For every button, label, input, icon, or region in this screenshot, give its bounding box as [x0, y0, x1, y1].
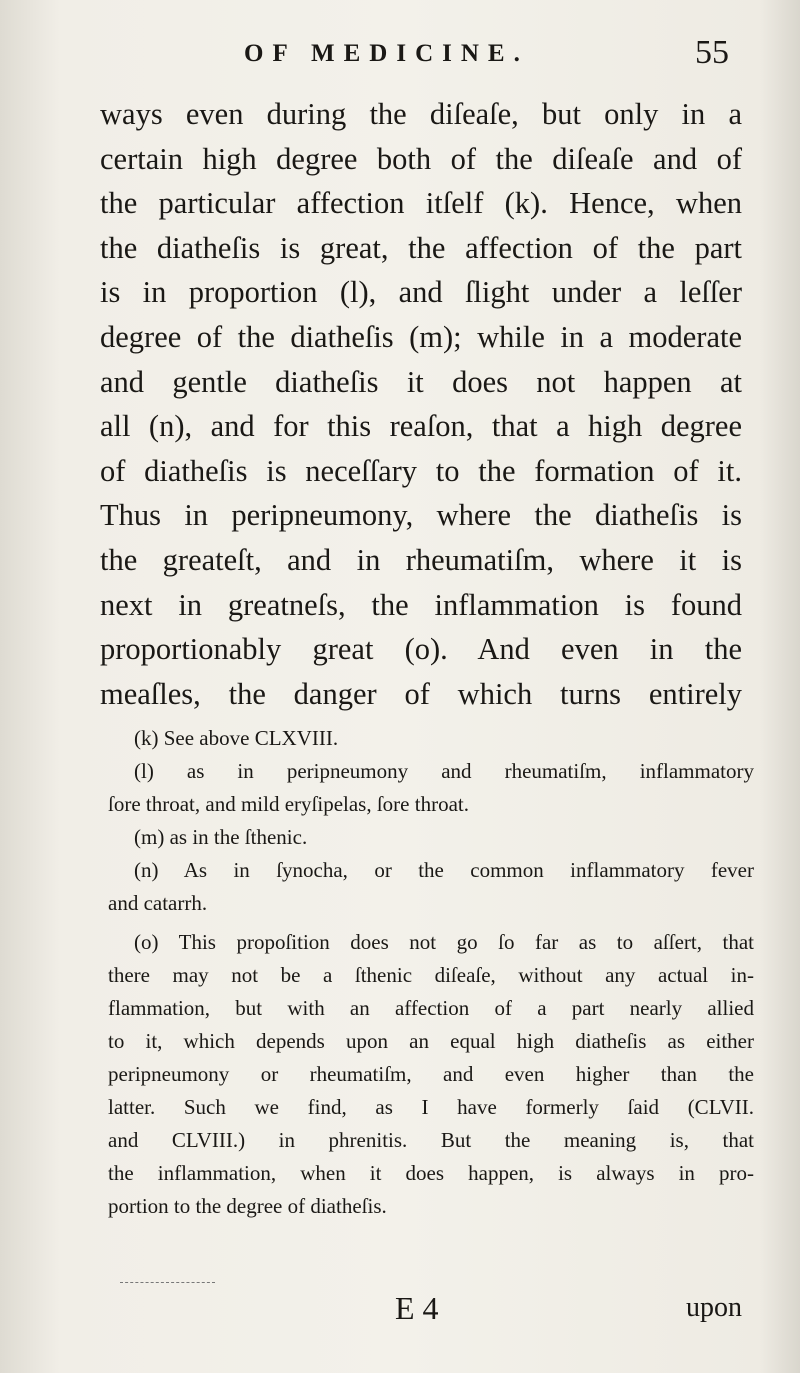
footnote-o-cont: to it, which depends upon an equal high diatheſis as either [108, 1029, 754, 1053]
main-text [100, 92, 742, 716]
text-line: of diatheſis is neceſſary to the formation of it. [100, 453, 742, 488]
footnote-k: (k) See above CLXVIII. [134, 726, 339, 750]
footnote-l-cont: ſore throat, and mild eryſipelas, ſore throat. [108, 792, 469, 816]
footnote-o-cont: latter. Such we find, as I have formerly ſaid (CLVII. [108, 1095, 754, 1119]
text-line: the particular affection itſelf (k). Hence, when [100, 186, 742, 221]
text-line: ways even during the diſeaſe, but only in a [100, 97, 742, 131]
text-line: proportionably great (o). And even in the [100, 632, 742, 667]
footnotes [108, 722, 754, 1223]
text-line: the diatheſis is great, the affection of the part [100, 230, 742, 265]
text-line: all (n), and for this reaſon, that a high degree [100, 409, 742, 444]
footnote-o: (o) This propoſition does not go ſo far as to aſſert, that [134, 930, 754, 954]
page-number: 55 [695, 34, 729, 71]
footnote-n: (n) As in ſynocha, or the common inflammatory fever [134, 858, 754, 882]
text-line: the greateſt, and in rheumatiſm, where it is [100, 542, 742, 577]
text-line: and gentle diatheſis it does not happen at [100, 364, 742, 399]
rule-mark [120, 1282, 215, 1283]
footnote-o-cont: flammation, but with an affection of a part nearly allied [108, 996, 754, 1020]
footnote-m: (m) as in the ſthenic. [134, 825, 308, 849]
footnote-o-cont: and CLVIII.) in phrenitis. But the meaning is, that [108, 1128, 754, 1152]
text-line: meaſles, the danger of which turns entirely [100, 676, 742, 711]
footnote-l: (l) as in peripneumony and rheumatiſm, inflammatory [134, 759, 754, 783]
catchword: upon [686, 1292, 742, 1323]
running-title: OF MEDICINE. [244, 40, 529, 67]
footnote-o-cont: portion to the degree of diatheſis. [108, 1194, 387, 1218]
text-line: degree of the diatheſis (m); while in a moderate [100, 319, 742, 354]
text-line: Thus in peripneumony, where the diatheſis is [100, 498, 742, 533]
footnote-n-cont: and catarrh. [108, 891, 208, 915]
footnote-o-cont: peripneumony or rheumatiſm, and even higher than the [108, 1062, 754, 1086]
running-head [0, 34, 800, 74]
text-line: is in proportion (l), and ſlight under a leſſer [100, 275, 742, 310]
text-line: next in greatneſs, the inflammation is found [100, 587, 742, 622]
footnote-o-cont: the inflammation, when it does happen, is always in pro- [108, 1161, 754, 1185]
text-line: certain high degree both of the diſeaſe and of [100, 141, 742, 176]
footnote-o-cont: there may not be a ſthenic diſeaſe, without any actual in- [108, 963, 754, 987]
signature-mark: E 4 [395, 1290, 439, 1326]
